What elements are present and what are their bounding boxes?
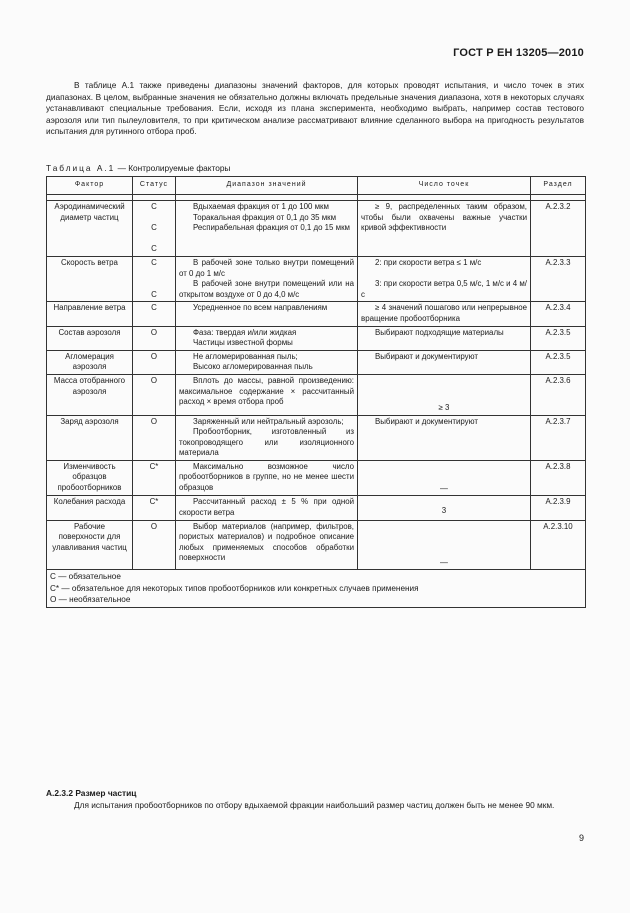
status-cell bbox=[133, 350, 176, 374]
factor-cell: Заряд аэрозоля bbox=[47, 415, 133, 460]
table-row bbox=[47, 326, 586, 350]
table-caption-text: — Контролируемые факторы bbox=[115, 163, 231, 173]
status-value: О bbox=[150, 327, 158, 337]
range-value: Пробоотборник, изготовленный из токопроводящего или изоляционного материала bbox=[179, 427, 354, 458]
points-cell bbox=[358, 415, 531, 460]
points-cell bbox=[358, 201, 531, 257]
status-value: О bbox=[150, 351, 158, 361]
points-value: ≥ 3 bbox=[438, 402, 450, 412]
status-cell bbox=[133, 326, 176, 350]
range-value: Выбор материалов (например, фильтров, пористых материалов) и подробное описание любых применяемых способов обработки поверхности bbox=[179, 521, 354, 563]
header-range: Диапазон значений bbox=[176, 177, 358, 195]
page-number: 9 bbox=[578, 833, 584, 843]
range-cell bbox=[176, 415, 358, 460]
section-cell: А.2.3.7 bbox=[531, 415, 586, 460]
points-value: 3: при скорости ветра 0,5 м/с, 1 м/с и 4 м/с bbox=[361, 279, 527, 299]
range-value: Фаза: твердая и/или жидкая bbox=[193, 327, 297, 337]
section-cell: А.2.3.2 bbox=[531, 201, 586, 257]
legend-item: С — обязательное bbox=[50, 572, 121, 582]
range-cell bbox=[176, 520, 358, 570]
status-value: О bbox=[150, 521, 158, 531]
factors-table bbox=[46, 176, 586, 608]
factor-cell: Аэродинамический диаметр частиц bbox=[47, 201, 133, 257]
points-value: — bbox=[440, 483, 448, 493]
status-cell bbox=[133, 374, 176, 415]
factor-cell: Агломерация аэрозоля bbox=[47, 350, 133, 374]
range-value: В рабочей зоне внутри помещений или на открытом воздухе от 0 до 4,0 м/с bbox=[179, 279, 354, 299]
points-value: Выбирают и документируют bbox=[375, 351, 478, 361]
table-row bbox=[47, 415, 586, 460]
range-value: Не агломерированная пыль; bbox=[193, 351, 298, 361]
subsection-heading: А.2.3.2 Размер частиц bbox=[46, 788, 137, 798]
table-caption bbox=[46, 163, 230, 173]
points-value: ≥ 4 значений пошагово или непрерывное вращение пробоотборника bbox=[361, 303, 527, 323]
header-section: Раздел bbox=[531, 177, 586, 195]
section-cell: А.2.3.10 bbox=[531, 520, 586, 570]
range-cell bbox=[176, 256, 358, 301]
range-cell bbox=[176, 374, 358, 415]
range-value: В рабочей зоне только внутри помещений от 0 до 1 м/с bbox=[179, 257, 354, 278]
points-cell bbox=[358, 326, 531, 350]
section-cell: А.2.3.4 bbox=[531, 302, 586, 326]
status-value: С bbox=[151, 257, 157, 267]
status-value: С bbox=[151, 303, 157, 313]
points-cell bbox=[358, 460, 531, 496]
table-row bbox=[47, 302, 586, 326]
table-caption-prefix: Таблица А.1 bbox=[46, 163, 116, 173]
section-cell: А.2.3.5 bbox=[531, 326, 586, 350]
document-header: ГОСТ Р ЕН 13205—2010 bbox=[453, 47, 584, 59]
range-value: Максимально возможное число пробоотборников в группе, но не менее шести образцов bbox=[179, 461, 354, 493]
range-value: Частицы известной формы bbox=[193, 338, 293, 348]
subsection-paragraph bbox=[46, 800, 584, 812]
factor-cell: Направление ветра bbox=[47, 302, 133, 326]
range-value: Вплоть до массы, равной произведению: максимальное содержание × рассчитанный расход × время отбора проб bbox=[179, 375, 354, 407]
status-value: С bbox=[151, 289, 157, 299]
status-value: С bbox=[151, 244, 157, 254]
range-value: Усредненное по всем направлениям bbox=[193, 303, 328, 313]
subsection-text: Для испытания пробоотборников по отбору вдыхаемой фракции наибольший размер частиц должен быть не менее 90 мкм. bbox=[74, 800, 555, 810]
status-value: С* bbox=[149, 497, 159, 507]
range-value: Респирабельная фракция от 0,1 до 15 мкм bbox=[193, 223, 350, 233]
status-cell bbox=[133, 201, 176, 257]
points-value: 3 bbox=[441, 506, 447, 516]
table-legend bbox=[47, 570, 586, 608]
range-cell bbox=[176, 460, 358, 496]
table-row bbox=[47, 374, 586, 415]
status-cell bbox=[133, 256, 176, 301]
factor-cell: Колебания расхода bbox=[47, 496, 133, 520]
factor-cell: Скорость ветра bbox=[47, 256, 133, 301]
range-cell bbox=[176, 350, 358, 374]
section-cell: А.2.3.5 bbox=[531, 350, 586, 374]
table-legend-row bbox=[47, 570, 586, 608]
factor-cell: Рабочие поверхности для улавливания частиц bbox=[47, 520, 133, 570]
status-cell bbox=[133, 460, 176, 496]
table-header-row bbox=[47, 177, 586, 195]
section-cell: А.2.3.3 bbox=[531, 256, 586, 301]
points-cell bbox=[358, 520, 531, 570]
status-value: С bbox=[151, 223, 157, 233]
header-factor: Фактор bbox=[47, 177, 133, 195]
factor-cell: Изменчивость образцов пробоотборников bbox=[47, 460, 133, 496]
range-cell bbox=[176, 496, 358, 520]
table-row bbox=[47, 201, 586, 257]
table-row bbox=[47, 350, 586, 374]
table-row bbox=[47, 496, 586, 520]
status-cell bbox=[133, 496, 176, 520]
status-cell bbox=[133, 415, 176, 460]
range-value: Вдыхаемая фракция от 1 до 100 мкм bbox=[193, 202, 329, 211]
status-cell bbox=[133, 520, 176, 570]
status-cell bbox=[133, 302, 176, 326]
range-value: Высоко агломерированная пыль bbox=[193, 362, 313, 372]
intro-paragraph bbox=[46, 80, 584, 138]
section-cell: А.2.3.9 bbox=[531, 496, 586, 520]
points-cell bbox=[358, 302, 531, 326]
range-value: Торакальная фракция от 0,1 до 35 мкм bbox=[193, 212, 337, 222]
factor-cell: Состав аэрозоля bbox=[47, 326, 133, 350]
legend-item: С* — обязательное для некоторых типов пробоотборников или конкретных случаев применения bbox=[50, 583, 419, 593]
range-value: Заряженный или нейтральный аэрозоль; bbox=[193, 416, 344, 426]
header-status: Статус bbox=[133, 177, 176, 195]
factor-cell: Масса отобранного аэрозоля bbox=[47, 374, 133, 415]
points-cell bbox=[358, 256, 531, 301]
table-row bbox=[47, 256, 586, 301]
points-value: ≥ 9, распределенных таким образом, чтобы были охвачены важные участки кривой эффективности bbox=[361, 202, 527, 233]
header-points: Число точек bbox=[358, 177, 531, 195]
range-value: Рассчитанный расход ± 5 % при одной скорости ветра bbox=[179, 497, 354, 518]
points-value: — bbox=[440, 557, 448, 567]
status-value: С bbox=[151, 202, 157, 211]
table-row bbox=[47, 520, 586, 570]
status-value: О bbox=[150, 416, 158, 426]
points-cell bbox=[358, 496, 531, 520]
points-value: Выбирают и документируют bbox=[375, 416, 478, 426]
table-row bbox=[47, 460, 586, 496]
section-cell: А.2.3.8 bbox=[531, 460, 586, 496]
range-cell bbox=[176, 326, 358, 350]
legend-item: О — необязательное bbox=[50, 595, 131, 605]
points-cell bbox=[358, 374, 531, 415]
intro-text: В таблице А.1 также приведены диапазоны значений факторов, для которых проводят испытания, и число точек в этих диапазонах. В целом, выбранные значения не обязательно должны включать предельные значения диапазона, хотя в некоторых случаях устанавливают специальные требования. Если, исходя из плана эксперимента, необходимо выбрать, например состав тестового аэрозоля или тип пылеуловителя, то при критическом анализе рассматривают влияние сделанного выбора на пригодность результатов испытания для рутинного отбора проб. bbox=[46, 80, 584, 137]
range-cell bbox=[176, 302, 358, 326]
status-value: С* bbox=[149, 461, 159, 471]
status-value: О bbox=[150, 375, 158, 385]
points-cell bbox=[358, 350, 531, 374]
range-cell bbox=[176, 201, 358, 257]
section-cell: А.2.3.6 bbox=[531, 374, 586, 415]
points-value: 2: при скорости ветра ≤ 1 м/с bbox=[375, 257, 482, 267]
points-value: Выбирают подходящие материалы bbox=[375, 327, 504, 337]
